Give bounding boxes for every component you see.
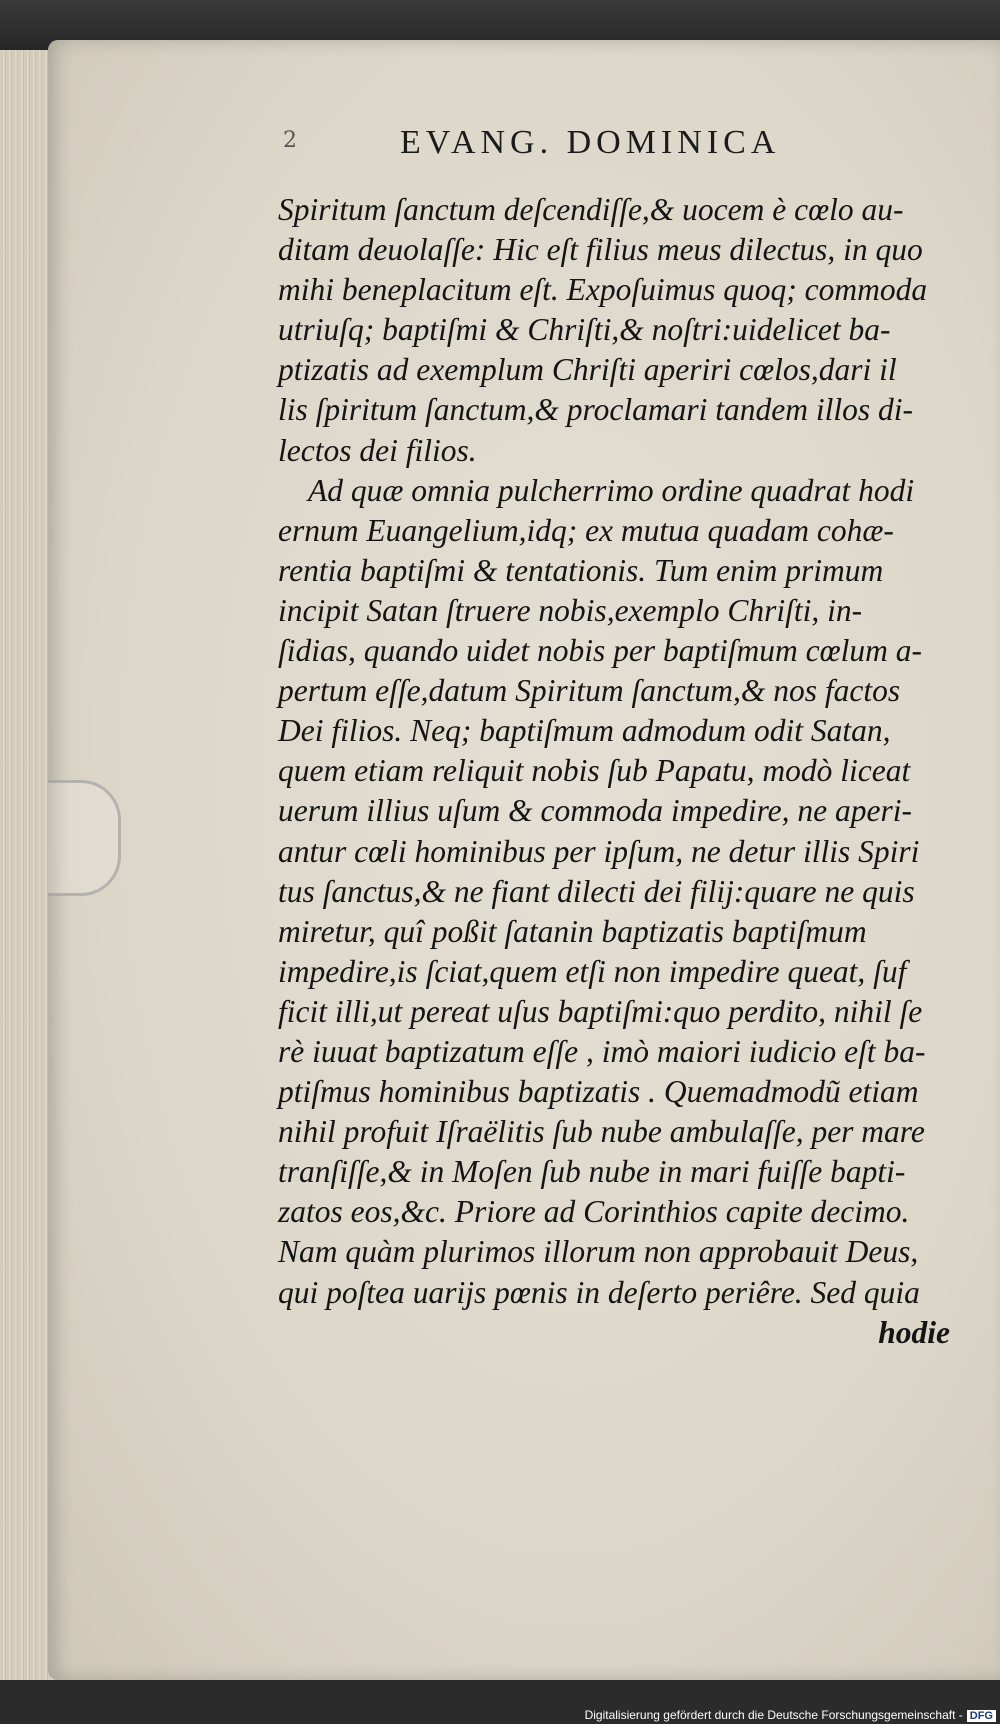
- text-block: [278, 190, 950, 1353]
- credit-text: Digitalisierung gefördert durch die Deutsche Forschungsgemeinschaft -: [584, 1708, 963, 1722]
- text-line: Ad quæ omnia pulcherrimo ordine quadrat hodi: [308, 472, 915, 508]
- text-line: rè iuuat baptizatum eſſe , imò maiori iudicio eſt ba-: [278, 1033, 926, 1069]
- text-line: antur cœli hominibus per ipſum, ne detur illis Spiri: [278, 833, 920, 869]
- text-line: ditam deuolaſſe: Hic eſt filius meus dilectus, in quo: [278, 232, 923, 268]
- catchword: hodie: [878, 1314, 950, 1350]
- text-line: mihi beneplacitum eſt. Expoſuimus quoq; commoda: [278, 272, 928, 308]
- text-line: rentia baptiſmi & tentationis. Tum enim primum: [278, 552, 884, 588]
- text-line: ptizatis ad exemplum Chriſti aperiri cœlos,dari il: [278, 352, 897, 388]
- page-number: 2: [283, 128, 297, 153]
- text-line: lis ſpiritum ſanctum,& proclamari tandem illos di-: [278, 392, 913, 428]
- text-line: impedire,is ſciat,quem etſi non impedire queat, ſuf: [278, 953, 907, 989]
- text-line: tus ſanctus,& ne fiant dilecti dei filij:quare ne quis: [278, 873, 915, 909]
- text-line: utriuſq; baptiſmi & Chriſti,& noſtri:uidelicet ba-: [278, 312, 891, 348]
- text-line: pertum eſſe,datum Spiritum ſanctum,& nos factos: [278, 673, 901, 709]
- text-line: quem etiam reliquit nobis ſub Papatu, modò liceat: [278, 753, 911, 789]
- text-line: incipit Satan ſtruere nobis,exemplo Chriſti, in-: [278, 592, 863, 628]
- digitization-credit: [585, 1708, 996, 1722]
- dfg-logo: DFG: [967, 1710, 996, 1722]
- page-clip: [48, 780, 121, 896]
- text-line: uerum illius uſum & commoda impedire, ne aperi-: [278, 793, 912, 829]
- running-head: EVANG. DOMINICA: [400, 124, 781, 161]
- text-line: ſidias, quando uidet nobis per baptiſmum cœlum a-: [278, 633, 922, 669]
- text-line: lectos dei filios.: [278, 432, 477, 468]
- text-line: ernum Euangelium,idq; ex mutua quadam cohæ-: [278, 512, 894, 548]
- text-line: Nam quàm plurimos illorum non approbauit Deus,: [278, 1234, 919, 1270]
- text-line: miretur, quî poßit ſatanin baptizatis baptiſmum: [278, 913, 867, 949]
- text-line: ptiſmus hominibus baptizatis . Quemadmodũ etiam: [278, 1074, 919, 1110]
- text-line: Dei filios. Neq; baptiſmum admodum odit Satan,: [278, 713, 891, 749]
- text-line: zatos eos,&c. Priore ad Corinthios capite decimo.: [278, 1194, 910, 1230]
- text-line: tranſiſſe,& in Moſen ſub nube in mari fuiſſe bapti-: [278, 1154, 906, 1190]
- text-line: qui poſtea uarijs pœnis in deſerto periêre. Sed quia: [278, 1274, 920, 1310]
- text-line: Spiritum ſanctum deſcendiſſe,& uocem è cœlo au-: [278, 192, 904, 227]
- text-line: nihil profuit Iſraëlitis ſub nube ambulaſſe, per mare: [278, 1114, 925, 1150]
- text-line: ficit illi,ut pereat uſus baptiſmi:quo perdito, nihil ſe: [278, 993, 923, 1029]
